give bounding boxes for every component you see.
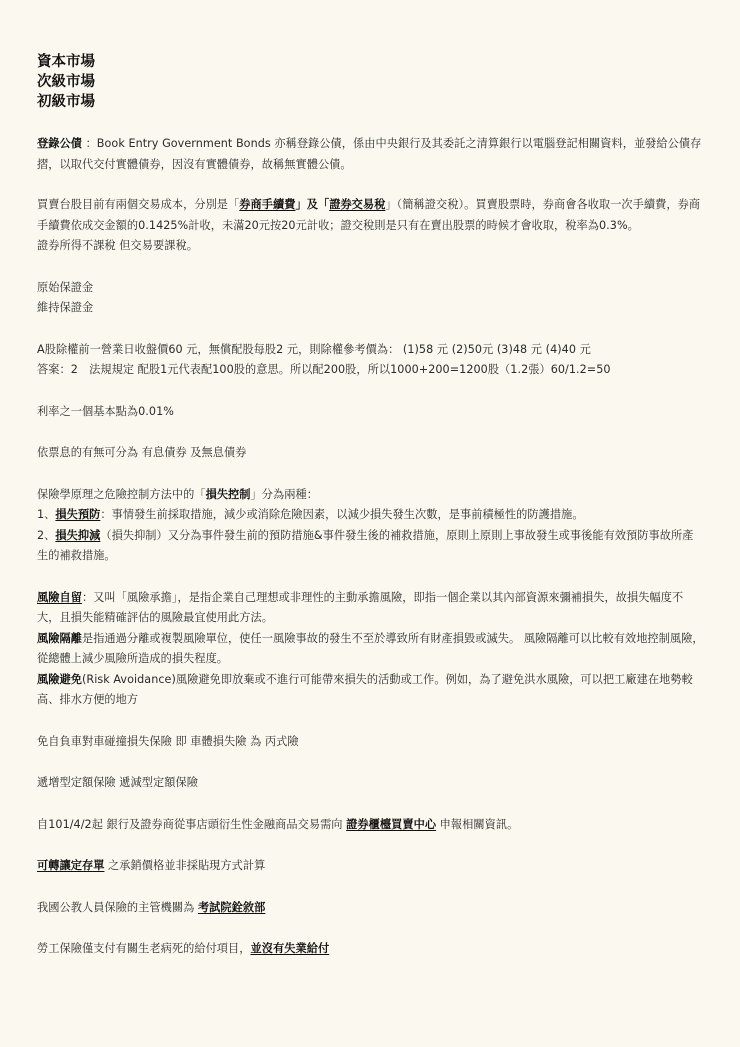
line-bond-types: 依票息的有無可分為 有息債券 及無息債券 xyxy=(37,446,247,459)
line-fixed-insurance: 遞增型定額保險 遞減型定額保險 xyxy=(37,776,198,789)
heading-primary-market: 初級市場 xyxy=(37,94,95,110)
question-ex-rights: A股除權前一營業日收盤價60 元，無償配股每股2 元，則除權參考價為： (1)58 元 (2)50元 (3)48 元 (4)40 元 xyxy=(37,342,591,356)
term-risk-retention: 風險自留 xyxy=(37,590,82,604)
paragraph-cd xyxy=(37,856,704,877)
text: ：事情發生前採取措施，減少或消除危險因素，以減少損失發生次數，是事前積極性的防護措施。 xyxy=(100,508,584,521)
text: 之承銷價格並非採貼現方式計算 xyxy=(104,859,266,872)
term-otc-center: 證券櫃檯買賣中心 xyxy=(346,817,437,831)
text: 保險學原理之危險控制方法中的「 xyxy=(37,487,206,501)
paragraph-loss-control-intro xyxy=(37,485,704,506)
heading-secondary-market: 次級市場 xyxy=(37,74,95,90)
term-broker-fee: 券商手續費 xyxy=(239,198,296,211)
text: ：又叫「風險承擔」，是指企業自己理想或非理性的主動承擔風險，即指一個企業以其內部資源來彌補損失，故損失幅度不大，且損失能精確評估的風險最宜使用此方法。 xyxy=(37,590,684,624)
paragraph-risk-retention xyxy=(37,588,704,629)
text: 申報相關資訊。 xyxy=(436,817,519,831)
line-initial-margin: 原始保證金 xyxy=(37,280,94,294)
text: 是指通過分離或複製風險單位，使任一風險事故的發生不至於導致所有財產損毀或滅失。 風險隔離可以比較有效地控制風險，從總體上減少風險所造成的損失程度。 xyxy=(37,631,704,665)
paragraph-labor-insurance xyxy=(37,939,704,960)
answer-ex-rights: 答案：2 法規規定 配股1元代表配100股的意思。所以配200股，所以1000+200=1200股（1.2張）60/1.2=50 xyxy=(37,363,611,376)
text: 勞工保險僅支付有關生老病死的給付項目， xyxy=(37,942,251,955)
line-basis-point: 利率之一個基本點為0.01% xyxy=(37,404,174,418)
term-ministry: 考試院銓敘部 xyxy=(197,900,266,914)
term-securities-tax: 證券交易稅 xyxy=(329,198,386,211)
term-negotiable-cd: 可轉讓定存單 xyxy=(37,859,105,872)
text: （損失抑制）又分為事件發生前的預防措施&事件發生後的補救措施，原則上原則上事故發生或事後能有效預防事故所產生的補救措施。 xyxy=(37,528,694,562)
heading-capital-market: 資本市場 xyxy=(37,54,95,70)
text: 買賣台股目前有兩個交易成本，分別是「 xyxy=(37,198,240,211)
paragraph-tax-note: 證券所得不課稅 但交易要課稅。 xyxy=(37,239,198,252)
term-loss-prevention: 損失預防 xyxy=(55,508,101,521)
line-maintenance-margin: 維持保證金 xyxy=(37,301,94,314)
paragraph-otc-reporting xyxy=(37,815,704,836)
paragraph-risk-separation xyxy=(37,629,704,670)
paragraph-loss-reduction xyxy=(37,526,704,567)
text: (Risk Avoidance)風險避免即放棄或不進行可能帶來損失的活動或工作。例如，為了避免洪水風險，可以把工廠建在地勢較高、排水方便的地方 xyxy=(37,672,693,706)
list-number: 2、 xyxy=(37,528,56,542)
text: 」及「 xyxy=(295,198,330,211)
heading-group xyxy=(37,52,704,112)
term-risk-avoidance: 風險避免 xyxy=(37,672,82,686)
term-no-unemployment: 並沒有失業給付 xyxy=(250,942,330,955)
text-book-entry-bonds: ：Book Entry Government Bonds 亦稱登錄公債，係由中央銀行及其委託之清算銀行以電腦登記相關資料，並發給公債存摺，以取代交付實體債券，因沒有實體債券，故稱無實體公債。 xyxy=(37,137,702,171)
paragraph-civil-servant-insurance xyxy=(37,898,704,919)
paragraph-trading-costs xyxy=(37,195,704,236)
term-loss-control: 損失控制 xyxy=(205,487,251,501)
list-number: 1、 xyxy=(37,508,56,521)
text: 我國公教人員保險的主管機關為 xyxy=(37,900,198,914)
term-loss-reduction: 損失抑減 xyxy=(55,528,101,542)
text: 」分為兩種： xyxy=(250,487,318,501)
text: 」（簡稱證交稅）。買賣股票時，券商會各收取一次手續費，券商手續費依成交金額的0.1425%計收，未滿20元按20元計收；證交稅則是只有在賣出股票的時候才會收取，稅率為0.3%。 xyxy=(37,198,701,232)
paragraph-risk-avoidance xyxy=(37,670,704,711)
term-book-entry-bonds: 登錄公債 xyxy=(37,137,82,150)
term-risk-separation: 風險隔離 xyxy=(37,631,82,645)
text: 自101/4/2起 銀行及證券商從事店頭衍生性金融商品交易需向 xyxy=(37,817,347,831)
paragraph-loss-prevention xyxy=(37,505,704,526)
line-collision-insurance: 免自負車對車碰撞損失保險 即 車體損失險 為 丙式險 xyxy=(37,734,299,748)
paragraph-book-entry-bonds xyxy=(37,134,704,175)
